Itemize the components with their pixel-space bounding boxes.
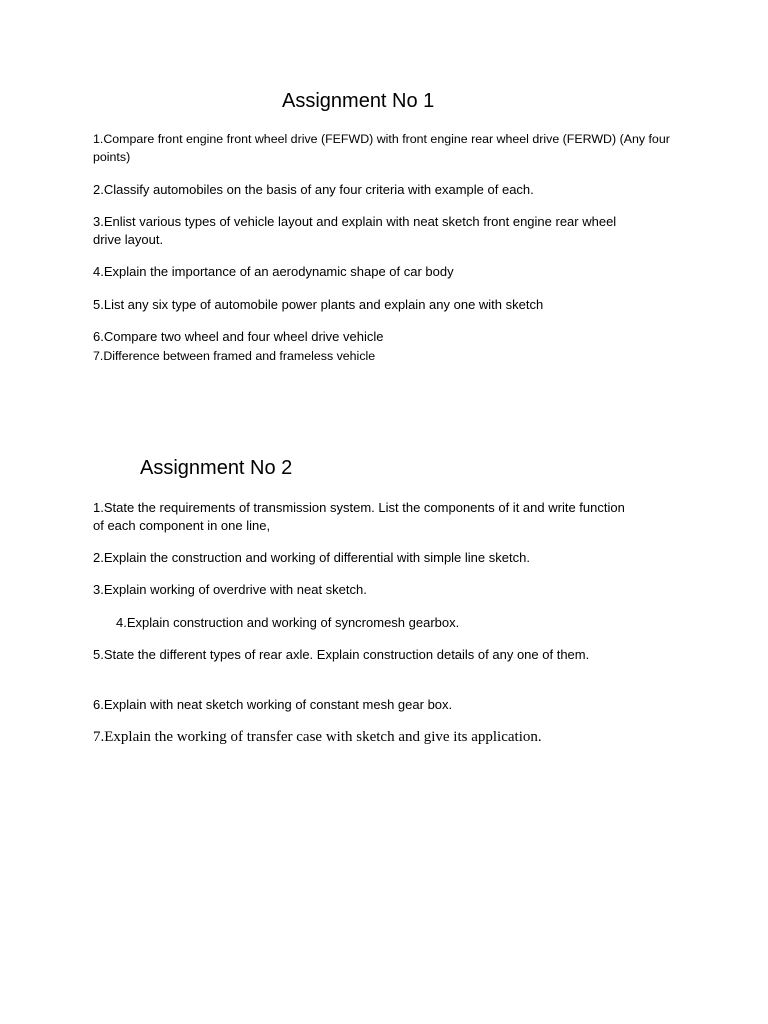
assignment-2-question-6: 6.Explain with neat sketch working of constant mesh gear box.	[93, 697, 453, 712]
assignment-1-question-2: 2.Classify automobiles on the basis of any four criteria with example of each.	[93, 182, 534, 197]
assignment-2-question-7: 7.Explain the working of transfer case with sketch and give its application.	[93, 729, 542, 745]
assignment-2-question-3: 3.Explain working of overdrive with neat sketch.	[93, 582, 367, 597]
assignment-2-question-4: 4.Explain construction and working of syncromesh gearbox.	[116, 615, 460, 630]
assignment-2-question-5: 5.State the different types of rear axle. Explain construction details of any one of them.	[93, 647, 590, 662]
assignment-1-question-4: 4.Explain the importance of an aerodynamic shape of car body	[93, 264, 454, 279]
assignment-1-question-7: 7.Difference between framed and frameless vehicle	[93, 349, 376, 363]
assignment-1-question-5: 5.List any six type of automobile power plants and explain any one with sketch	[93, 297, 544, 312]
assignment-1-title: Assignment No 1	[282, 90, 435, 112]
assignment-1-question-6: 6.Compare two wheel and four wheel drive vehicle	[93, 329, 384, 344]
assignment-1-question-1: 1.Compare front engine front wheel drive (FEFWD) with front engine rear wheel drive (FERWD) (Any four points)	[93, 132, 670, 164]
assignment-2-title: Assignment No 2	[140, 457, 293, 479]
assignment-2-question-1: 1.State the requirements of transmission system. List the components of it and write function of each component in one line,	[93, 500, 625, 533]
assignment-1-question-3: 3.Enlist various types of vehicle layout and explain with neat sketch front engine rear wheel drive layout.	[93, 214, 617, 247]
assignment-2-question-2: 2.Explain the construction and working of differential with simple line sketch.	[93, 550, 530, 565]
